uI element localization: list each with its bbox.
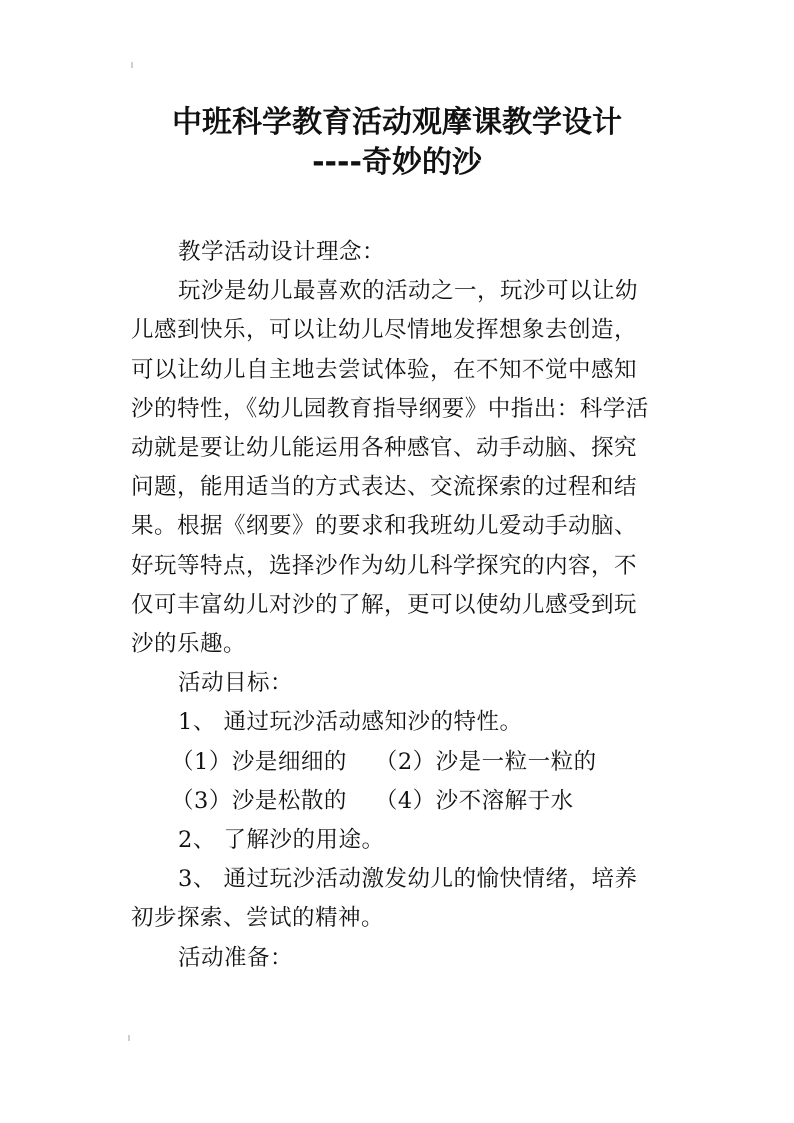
goal-item-3-line-2: 初步探索、尝试的精神。 (131, 905, 385, 932)
concept-line-5: 动就是要让幼儿能运用各种感官、动手动脑、探究 (131, 435, 638, 462)
goal-item-2: 2、 了解沙的用途。 (178, 827, 385, 854)
concept-line-9: 仅可丰富幼儿对沙的了解，更可以使幼儿感受到玩 (131, 591, 638, 618)
concept-line-8: 好玩等特点，选择沙作为幼儿科学探究的内容，不 (131, 552, 638, 579)
concept-line-2: 儿感到快乐，可以让幼儿尽情地发挥想象去创造， (131, 317, 638, 344)
concept-line-1: 玩沙是幼儿最喜欢的活动之一，玩沙可以让幼 (178, 278, 639, 305)
section-heading-goals: 活动目标： (178, 670, 294, 697)
goal-1-subitems-row-2 (131, 782, 671, 821)
concept-line-10: 沙的乐趣。 (131, 631, 247, 658)
concept-line-3: 可以让幼儿自主地去尝试体验，在不知不觉中感知 (131, 356, 638, 383)
scan-speck-top (131, 62, 133, 68)
concept-line-4: 沙的特性，《幼儿园教育指导纲要》中指出：科学活 (131, 395, 649, 422)
concept-line-6: 问题，能用适当的方式表达、交流探索的过程和结 (131, 474, 638, 501)
scan-speck-bottom (128, 1035, 130, 1041)
section-heading-concept: 教学活动设计理念： (178, 239, 386, 265)
concept-line-7: 果。根据《纲要》的要求和我班幼儿爱动手动脑、 (131, 513, 638, 540)
goal-1-sub-1: （1）沙是细细的 (171, 748, 347, 775)
goal-1-sub-2: （2）沙是一粒一粒的 (374, 748, 597, 775)
document-title: 中班科学教育活动观摩课教学设计 (172, 105, 622, 140)
concept-paragraph (131, 272, 671, 664)
goal-1-subitems-row-1 (131, 743, 671, 782)
section-heading-preparation: 活动准备： (178, 944, 294, 971)
document-body (131, 233, 671, 978)
goal-1-sub-3: （3）沙是松散的 (171, 787, 347, 814)
goal-1-sub-4: （4）沙不溶解于水 (374, 787, 574, 814)
goal-item-3-line-1: 3、 通过玩沙活动激发幼儿的愉快情绪，培养 (178, 866, 638, 893)
document-subtitle: ----奇妙的沙 (312, 145, 482, 180)
goal-item-1: 1、 通过玩沙活动感知沙的特性。 (178, 709, 523, 736)
